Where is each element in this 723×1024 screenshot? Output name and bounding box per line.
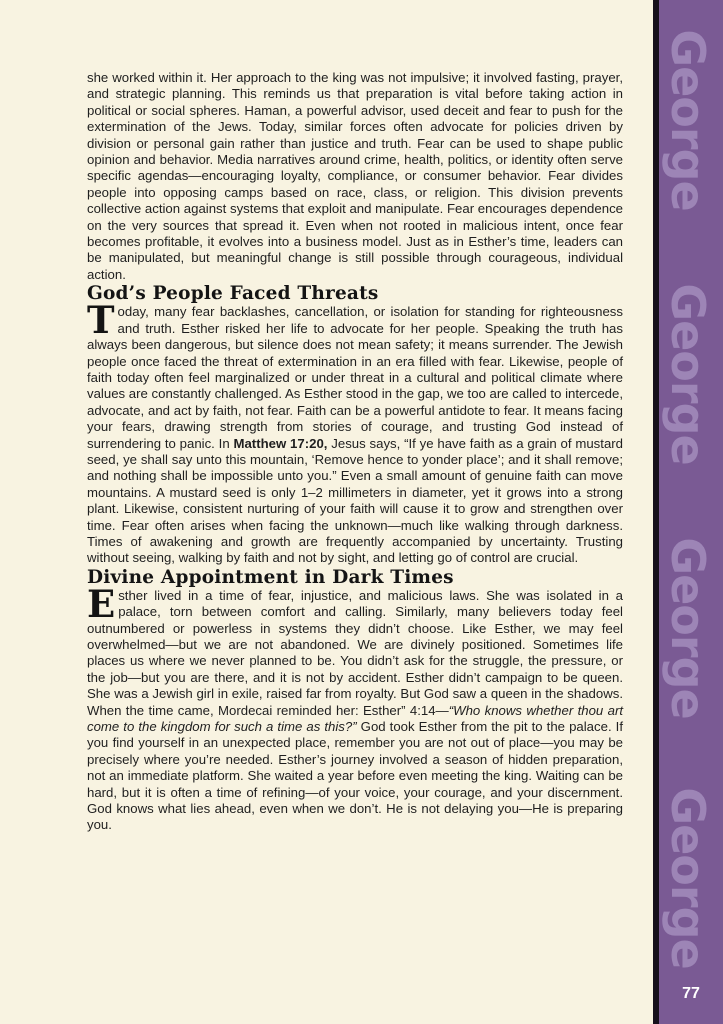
brand-watermark: George xyxy=(661,787,715,969)
brand-watermark: George xyxy=(661,29,715,211)
brand-watermark: George xyxy=(661,537,715,719)
section-paragraph-divine-appointment xyxy=(87,581,624,834)
paragraph-text: sther lived in a time of fear, injustice, and malicious laws. She was isolated in a palace, torn between comfort and calling. Similarly, many believers today feel outnumbered or powerless in systems they didn’t choose. Like Esther, we may feel overwhelmed—but we are not abandoned. We are divinely positioned. Sometimes life places us where we never planned to be. You didn’t ask for the struggle, the pressure, or the job—but you are there, and it is not by accident. Esther didn’t campaign to be queen. She was a Jewish girl in exile, raised far from royalty. But God saw a queen in the shadows. When the time came, Mordecai reminded her: Esther” 4:14— xyxy=(87,587,623,718)
scripture-reference: Matthew 17:20, xyxy=(233,435,328,451)
scripture-quote: “Who knows whether thou art come to the kingdom for such a time as this?” xyxy=(87,702,624,735)
page-number: 77 xyxy=(682,985,700,1002)
drop-cap: T xyxy=(87,298,115,343)
intro-paragraph: she worked within it. Her approach to the king was not impulsive; it involved fasting, prayer, and strategic planning. This reminds us that preparation is vital before taking action in political or social spheres. Haman, a powerful advisor, used deceit and fear to push for the extermination of the Jews. Today, similar forces often advocate for policies driven by division or personal gain rather than justice and truth. Fear can be used to shape public opinion and behavior. Media narratives around crime, health, politics, or identity often serve specific agendas—encouraging loyalty, compliance, or consumer behavior. Fear divides people into opposing camps based on race, class, or religion. This division prevents collective action against systems that exploit and manipulate. Fear encourages dependence on the very sources that spread it. Even when not rooted in malicious intent, once fear becomes profitable, it evolves into a business model. Just as in Esther’s time, leaders can be manipulated, but meaningful change is still possible through courageous, individual action. xyxy=(87,70,623,282)
section-heading-divine-appointment: Divine Appointment in Dark Times xyxy=(87,566,454,588)
section-heading-threats: God’s People Faced Threats xyxy=(87,283,379,305)
drop-cap: E xyxy=(87,581,116,626)
brand-watermark: George xyxy=(661,283,715,465)
section-paragraph-threats xyxy=(87,298,623,567)
paragraph-text: oday, many fear backlashes, cancellation, or isolation for standing for righteousness and truth. Esther risked her life to advocate for her people. Speaking the truth has always been dangerous, but silence does not mean safety; it means surrender. The Jewish people once faced the threat of extermination in an era filled with fear. Likewise, people of faith today often feel marginalized or under threat in a cultural and political climate where values are constantly challenged. As Esther stood in the gap, we too are called to intercede, advocate, and act by faith, not fear. Faith can be a powerful antidote to fear. It means facing your fears, drawing strength from stories of courage, and trusting God instead of surrendering to panic. In xyxy=(87,304,623,451)
article-body xyxy=(87,70,623,834)
sidebar-divider xyxy=(653,0,659,1024)
paragraph-text: God took Esther from the pit to the palace. If you find yourself in an unexpected place, remember you are not out of place—you may be precisely where you’re needed. Esther’s journey involved a season of hidden preparation, not an immediate platform. She waited a year before even meeting the king. Waiting can be hard, but it is often a time of refining—of your voice, your courage, and your discernment. God knows what lies ahead, even when we don’t. He is not delaying you—He is preparing you. xyxy=(87,719,623,833)
paragraph-text: Jesus says, “If ye have faith as a grain of mustard seed, ye shall say unto this mountain, ‘Remove hence to yonder place’; and it shall remove; and nothing shall be impossible unto you.” Even a small amount of genuine faith can move mountains. A mustard seed is only 1–2 millimeters in diameter, yet it grows into a strong plant. Likewise, consistent nurturing of your faith will cause it to grow and strengthen over time. Fear often arises when facing the unknown—much like walking through darkness. Times of awakening and growth are frequently accompanied by uncertainty. Trusting without seeing, walking by faith and not by sight, and letting go of control are crucial. xyxy=(87,435,623,566)
